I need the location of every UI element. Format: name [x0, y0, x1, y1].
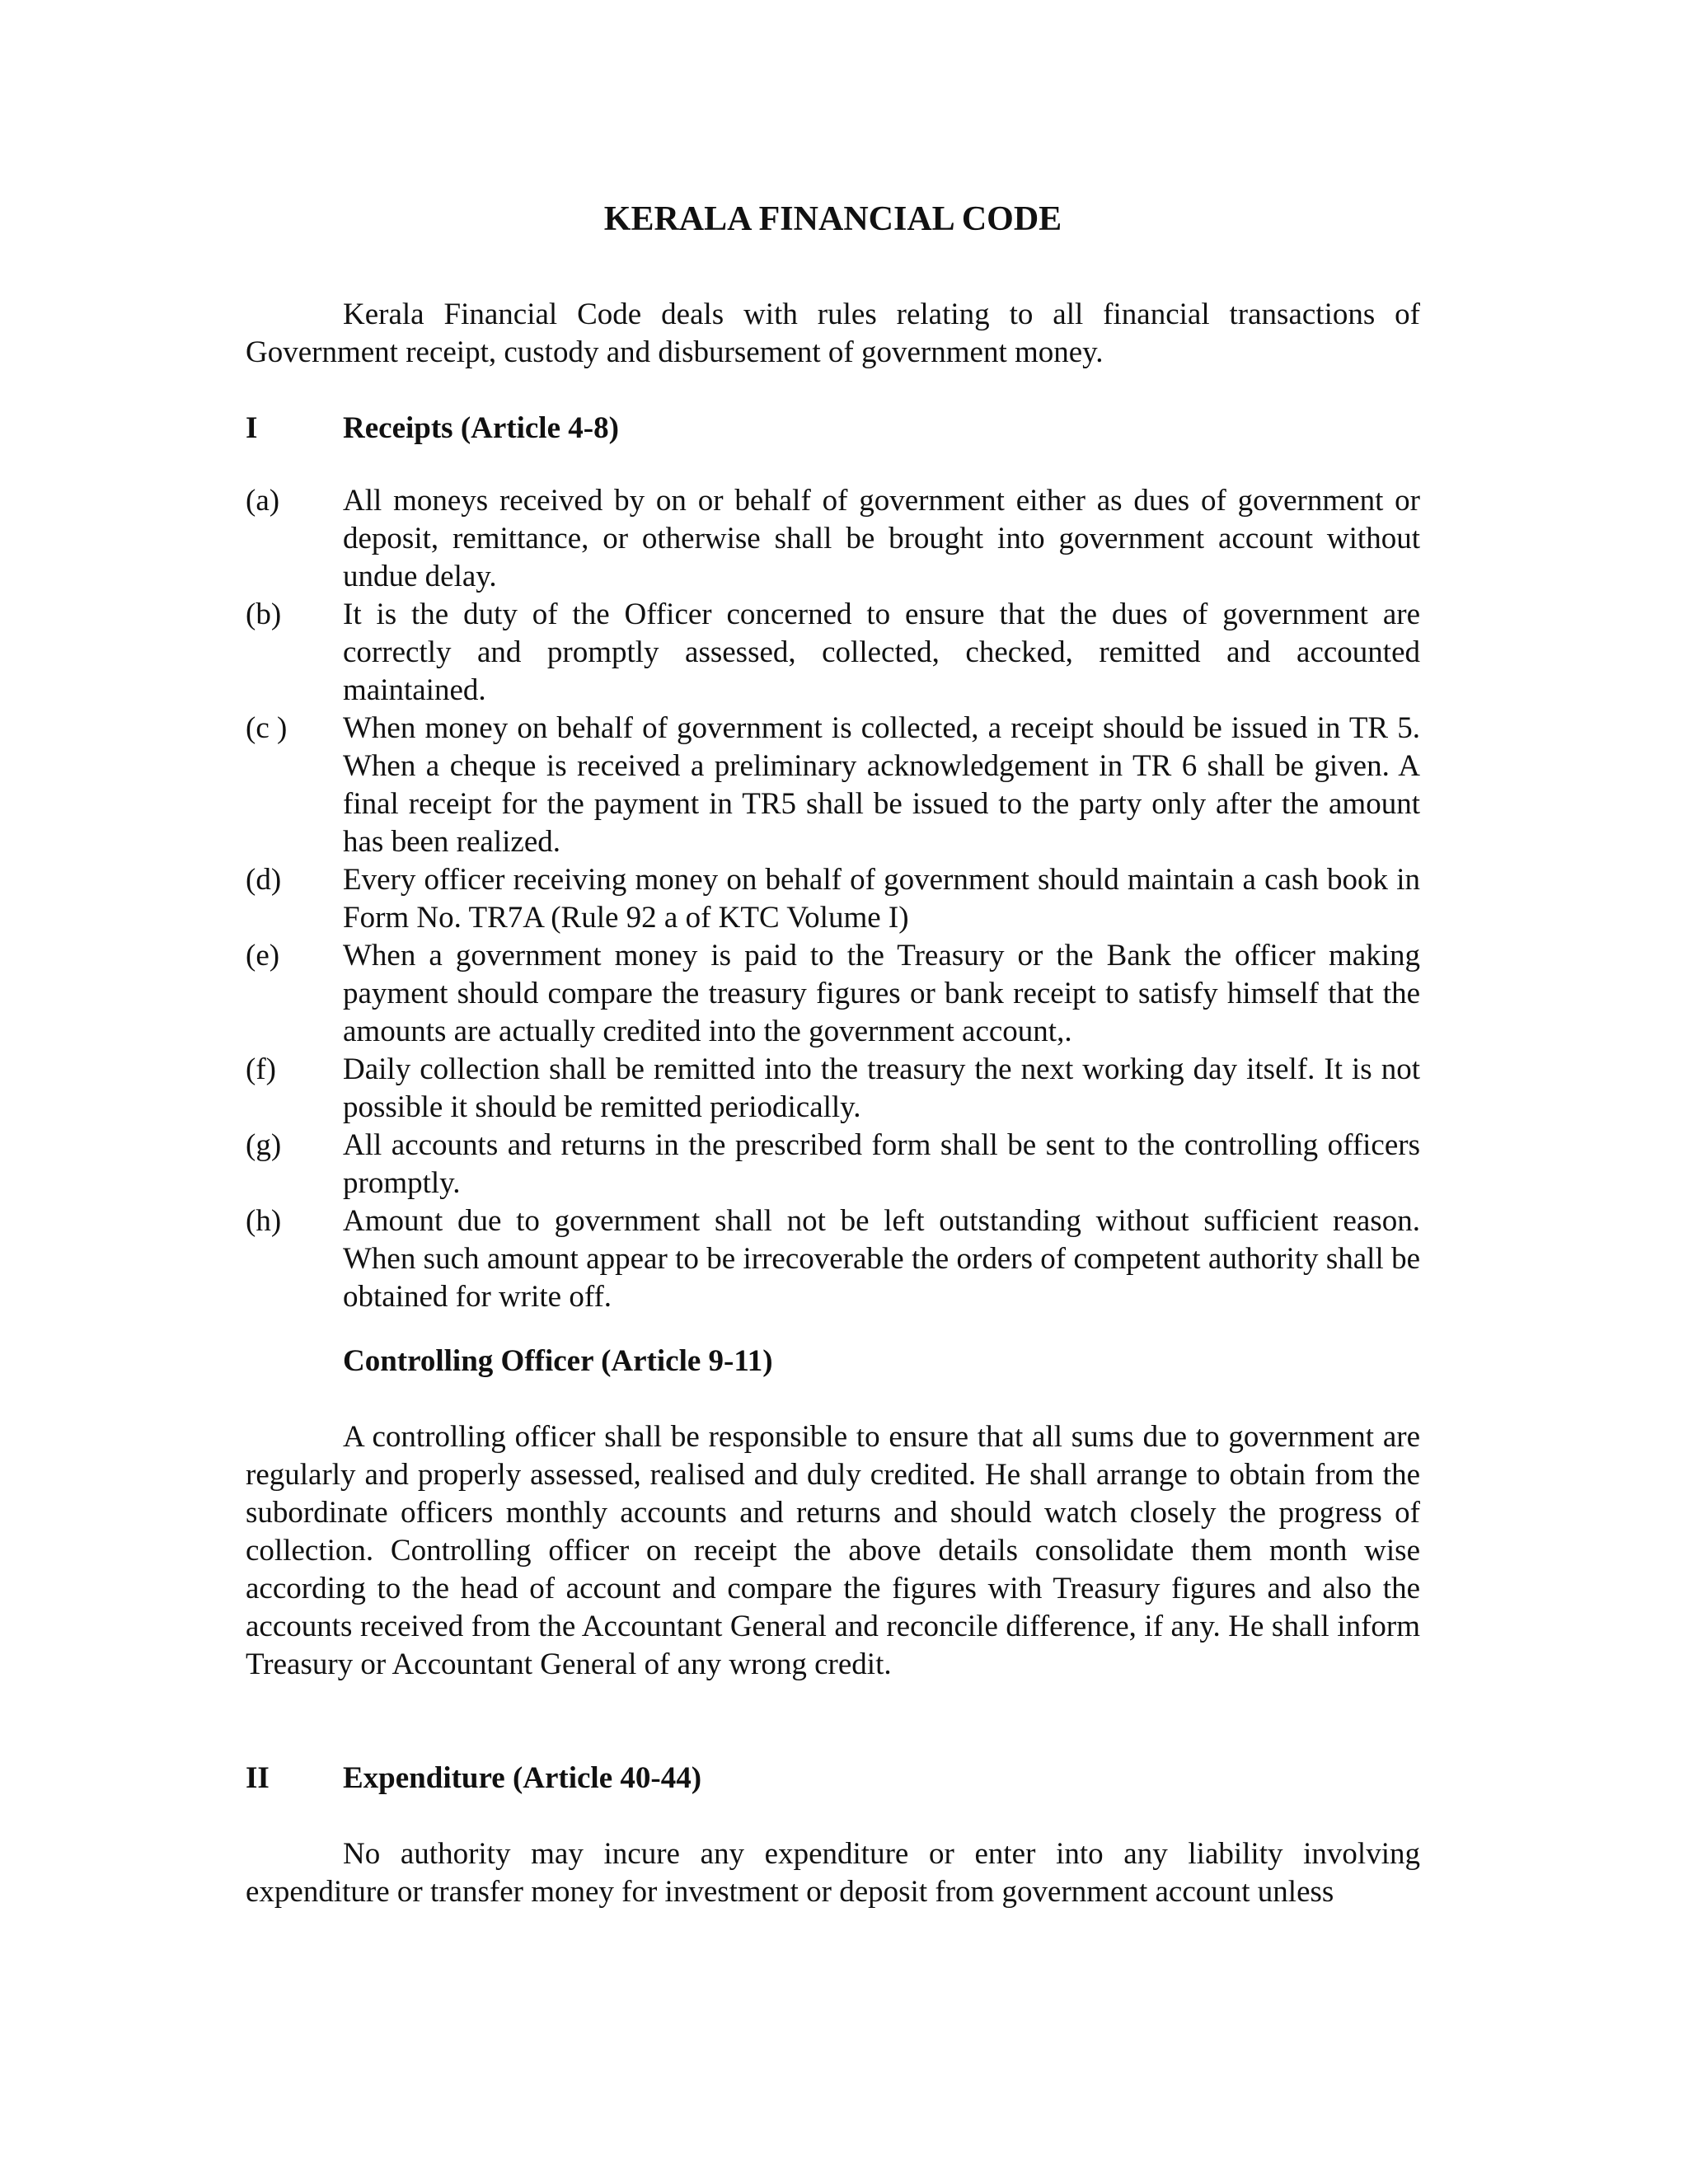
list-item-text: When a government money is paid to the Treasury or the Bank the officer making payment should compare the treasury figures or bank receipt to satisfy himself that the amounts are actually credited into the government account,.: [343, 939, 1420, 1048]
section-1-title: Receipts (Article 4-8): [343, 411, 619, 445]
list-item: [246, 861, 1420, 937]
list-item-mark: (h): [246, 1204, 282, 1238]
page-title: KERALA FINANCIAL CODE: [603, 200, 1062, 238]
section-2-title: Expenditure (Article 40-44): [343, 1761, 702, 1795]
list-item-mark: (f): [246, 1052, 276, 1086]
list-item: [246, 1051, 1420, 1127]
list-item: [246, 596, 1420, 710]
controlling-officer-heading: Controlling Officer (Article 9-11): [343, 1344, 773, 1378]
section-2-number: II: [246, 1761, 270, 1795]
list-item-text: Daily collection shall be remitted into the treasury the next working day itself. It is not possible it should be remitted periodically.: [343, 1052, 1420, 1124]
expenditure-paragraph: No authority may incure any expenditure or enter into any liability involving expenditure or transfer money for investment or deposit from government account unless: [246, 1837, 1420, 1909]
list-item-text: Every officer receiving money on behalf of government should maintain a cash book in Form No. TR7A (Rule 92 a of KTC Volume I): [343, 863, 1420, 935]
list-item-text: It is the duty of the Officer concerned to ensure that the dues of government are correctly and promptly assessed, collected, checked, remitted and accounted maintained.: [343, 598, 1420, 707]
section-2-heading: [246, 1760, 701, 1797]
intro-paragraph: Kerala Financial Code deals with rules relating to all financial transactions of Government receipt, custody and disbursement of government money.: [246, 298, 1420, 369]
receipts-list: [246, 482, 1420, 1316]
list-item-mark: (e): [246, 939, 280, 972]
section-1-number: I: [246, 411, 258, 445]
list-item: [246, 937, 1420, 1051]
list-item-text: Amount due to government shall not be left outstanding without sufficient reason. When such amount appear to be irrecoverable the orders of competent authority shall be obtained for write off.: [343, 1204, 1420, 1314]
list-item-mark: (a): [246, 484, 280, 518]
list-item-text: When money on behalf of government is collected, a receipt should be issued in TR 5. When a cheque is received a preliminary acknowledgement in TR 6 shall be given. A final receipt for the payment in TR5 shall be issued to the party only after the amount has been realized.: [343, 711, 1420, 859]
list-item: [246, 1127, 1420, 1202]
list-item-text: All moneys received by on or behalf of government either as dues of government or deposit, remittance, or otherwise shall be brought into government account without undue delay.: [343, 484, 1420, 593]
list-item-mark: (d): [246, 863, 282, 897]
controlling-officer-paragraph: A controlling officer shall be responsible to ensure that all sums due to government are regularly and properly assessed, realised and duly credited. He shall arrange to obtain from the subordinate officers monthly accounts and returns and should watch closely the progress of collection. Controlling officer on receipt the above details consolidate them month wise according to the head of account and compare the figures with Treasury figures and also the accounts received from the Accountant General and reconcile difference, if any. He shall inform Treasury or Accountant General of any wrong credit.: [246, 1420, 1420, 1681]
list-item-mark: (c ): [246, 711, 288, 745]
list-item-mark: (b): [246, 598, 282, 631]
list-item-text: All accounts and returns in the prescribed form shall be sent to the controlling officers promptly.: [343, 1128, 1420, 1200]
list-item: [246, 710, 1420, 861]
list-item: [246, 1202, 1420, 1316]
list-item: [246, 482, 1420, 596]
list-item-mark: (g): [246, 1128, 282, 1162]
section-1-heading: [246, 410, 619, 448]
